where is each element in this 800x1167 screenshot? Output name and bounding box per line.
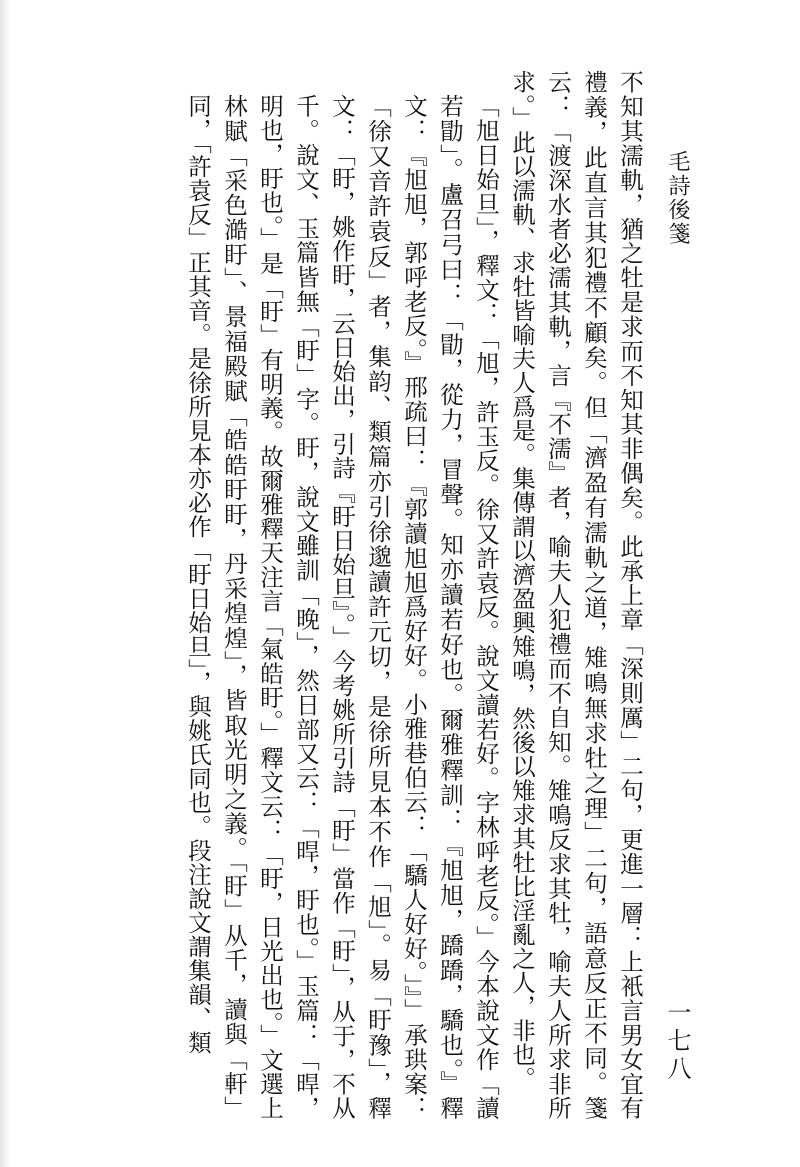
scan-edge-shadow bbox=[0, 0, 10, 1167]
page-number: 一七八 bbox=[663, 1000, 691, 1084]
paragraph-2: 「旭日始旦」，釋文：「旭，許玉反。徐又許袁反。說文讀若好。字林呼老反。」今本說文作「讀若勖」。盧召弓曰：「勖，從力，冒聲。知亦讀若好也。爾雅釋訓：『旭旭，蹻蹻，驕也。』釋文：『旭旭，郭呼老反。』邢疏曰：『郭讀旭旭爲好好。小雅巷伯云：「驕人好好。」』」承珙案：「徐又音許袁反」者，集韵、類篇亦引徐邈讀許元切，是徐所見本不作「旭」。易「盱豫」，釋文：「盱，姚作盱，云日始出，引詩『盱日始旦』。」今考姚所引詩「盱」當作「盱」，从于，不从千。說文、玉篇皆無「盱」字。盱，說文雖訓「晚」，然日部又云：「晘，盱也。」玉篇：「晘，明也，盱也。」是「盱」有明義。故爾雅釋天注言「氣皓盱。」釋文云：「盱，日光出也。」文選上林賦「采色澔盱」、景福殿賦「皓皓盱盱，丹采煌煌」，皆取光明之義。「盱」从千，讀與「軒」同，「許袁反」正其音。是徐所見本亦必作「盱日始旦」，與姚氏同也。段注說文謂集韻、類 bbox=[184, 94, 500, 1120]
running-head: 毛詩後箋 bbox=[665, 150, 690, 246]
main-text-block bbox=[72, 70, 648, 1120]
paragraph-1: 不知其濡軌，猶之牡是求而不知其非偶矣。此承上章「深則厲」二句，更進一層：上衹言男女宜有禮義，此直言其犯禮不顧矣。但「濟盈有濡軌之道，雉鳴無求牡之理」二句，語意反正不同。箋云：「渡深水者必濡其軌，言『不濡』者，喻夫人犯禮而不自知。雉鳴反求其牡，喻夫人所求非所求。」此以濡軌、求牡皆喻夫人爲是。集傳謂以濟盈興雉鳴，然後以雉求其牡比淫亂之人，非也。 bbox=[508, 70, 644, 1120]
